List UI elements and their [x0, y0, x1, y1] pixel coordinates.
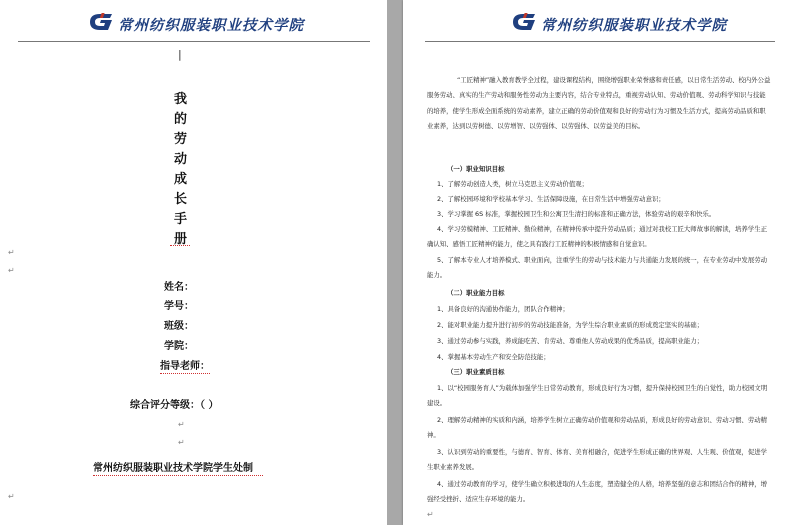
title-char: 成 [174, 172, 188, 187]
advisor-label: 指导老师： [160, 361, 210, 372]
paragraph-mark: ↵ [178, 420, 185, 429]
intro-paragraph: “工匠精神”融入教育教学全过程，建设课程结构，围绕增强职业荣誉感和责任感，以日常生活劳动、校内外公益服务劳动、真实的生产劳动和服务性劳动为主要内容，结合专业特点，重视劳动认知、劳动价值观、劳动科学知识与技能的培养，使学生形成全面系统的劳动素养，建立正确的劳动价值观和良好的劳动行为习惯及生活方式，提高劳动品质和职业素养，达到以劳树德、以劳增智、以劳强体、以劳强体、以劳益美的目标。 [427, 76, 771, 131]
school-logo-icon [511, 12, 537, 32]
list-item: 4、学习劳模精神、工匠精神、勤俭精神，在精神传承中提升劳动品质；通过对我校工匠大师故事的解读，培养学生正确认知、感悟工匠精神的能力，使之具有践行工匠精神的积极情感和自觉意识。 [427, 225, 767, 249]
spell-underline [93, 474, 263, 476]
header-rule [425, 41, 775, 42]
list-item: 3、认识到劳动的重要性，与德育、智育、体育、美育相融合，促进学生形成正确的世界观、人生观、价值观，促进学生职业素养发展。 [427, 448, 767, 472]
school-logo-text: 常州纺织服装职业技术学院 [118, 17, 304, 34]
page-header [0, 8, 387, 38]
list-item: 2、理解劳动精神的实质和内涵，培养学生树立正确劳动价值观和劳动品质，形成良好的劳动意识、劳动习惯、劳动精神。 [427, 416, 767, 440]
section-heading: （三）职业素质目标 [447, 368, 505, 376]
list-item: 1、了解劳动创造人类，树立马克思主义劳动价值观； [437, 180, 589, 188]
student-id-label: 学号： [164, 301, 194, 312]
list-item: 3、学习掌握 6S 标准，掌握校园卫生和公寓卫生清扫的标准和正确方法，体验劳动的艰辛和快乐。 [437, 210, 716, 218]
paragraph-mark: ↵ [8, 266, 15, 275]
title-char: 我 [174, 92, 188, 107]
text-cursor: | [178, 48, 182, 61]
list-item: 1、以“校园服务育人”为载体加强学生日常劳动教育，形成良好行为习惯，提升保持校园卫生的自觉性，助力校园文明建设。 [427, 384, 768, 408]
cover-footer: 常州纺织服装职业技术学院学生处制 [93, 463, 253, 474]
header-rule [18, 41, 370, 42]
section-heading: （二）职业能力目标 [447, 289, 505, 297]
title-char: 手 [174, 212, 188, 227]
title-char: 的 [174, 112, 188, 127]
college-label: 学院： [164, 341, 194, 352]
grade-label: 综合评分等级：（ ） [130, 400, 219, 411]
list-item: 5、了解本专业人才培养模式、职业面向，注重学生的劳动与技术能力与共通能力发展的统一，在专业劳动中发展劳动能力。 [427, 256, 767, 280]
cover-page [0, 0, 387, 525]
school-logo-text: 常州纺织服装职业技术学院 [541, 17, 727, 34]
section-heading: （一）职业知识目标 [447, 165, 505, 173]
paragraph-mark: ↵ [427, 510, 434, 519]
class-label: 班级： [164, 321, 194, 332]
list-item: 1、具备良好的沟通协作能力，团队合作精神； [437, 305, 569, 313]
title-char: 动 [174, 152, 188, 167]
name-label: 姓名： [164, 282, 194, 293]
title-char: 册 [174, 232, 188, 247]
spell-underline [160, 372, 210, 374]
list-item: 2、了解校园环境和学校基本学习、生活保障设施，在日常生活中增强劳动意识； [437, 195, 665, 203]
list-item: 3、通过劳动参与实践，养成能吃苦、肯劳动、尊重他人劳动成果的优秀品质，提高职业能力； [437, 337, 704, 345]
paragraph-mark: ↵ [8, 492, 15, 501]
spell-underline [170, 244, 190, 246]
page-header [403, 8, 800, 38]
list-item: 2、能对职业能力提升进行初步的劳动技能准备，为学生综合职业素质的形成奠定坚实的基础； [437, 321, 704, 329]
page-gap [387, 0, 403, 525]
title-char: 长 [174, 192, 188, 207]
list-item: 4、掌握基本劳动生产和安全防范技能； [437, 353, 550, 361]
list-item: 4、通过劳动教育的学习，使学生确立积极进取的人生态度，塑造健全的人格，培养坚强的意志和团结合作的精神，增强经受挫折、适应生存环境的能力。 [427, 480, 767, 504]
school-logo-icon [88, 12, 114, 32]
paragraph-mark: ↵ [8, 248, 15, 257]
paragraph-mark: ↵ [178, 438, 185, 447]
title-char: 劳 [174, 132, 188, 147]
